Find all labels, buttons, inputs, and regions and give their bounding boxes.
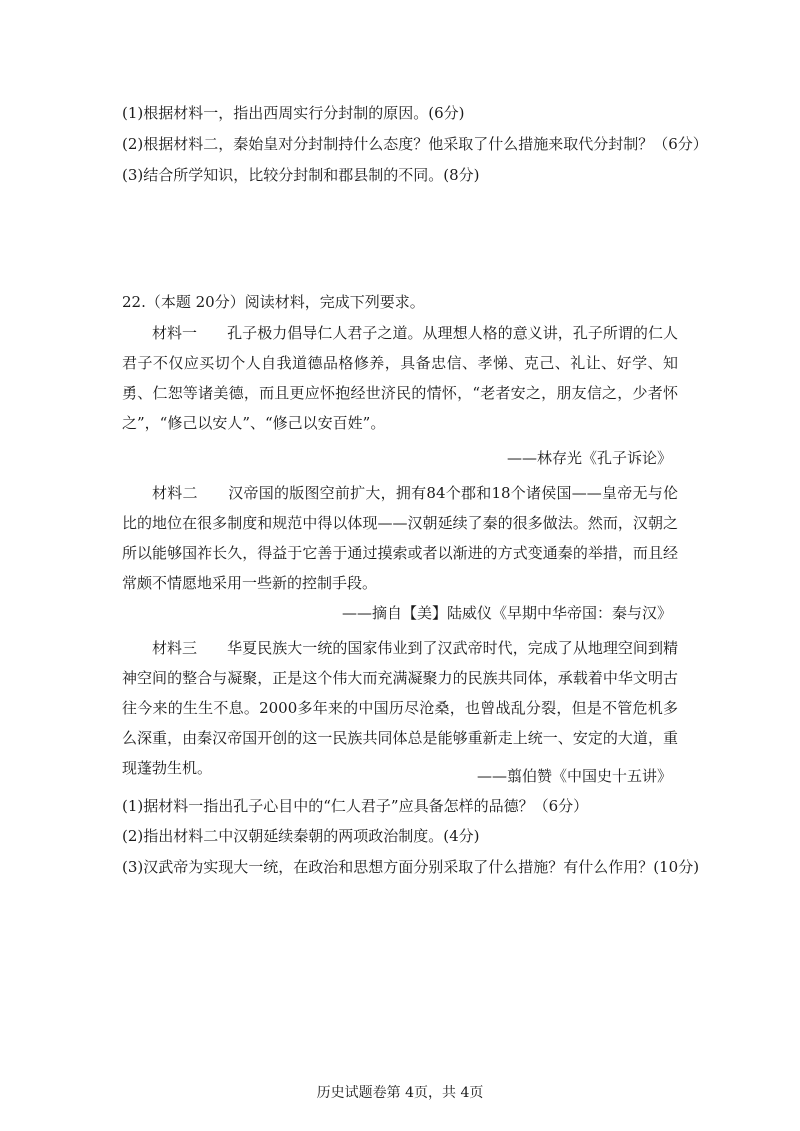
q22-sub3: (3)汉武帝为实现大一统，在政治和思想方面分别采取了什么措施？有什么作用？(10分)	[122, 858, 700, 876]
material-2-source: ——摘自【美】陆威仪《早期中华帝国：秦与汉》	[341, 604, 672, 622]
q22-sub1: (1)据材料一指出孔子心目中的“仁人君子”应具备怎样的品德？（6分）	[122, 797, 589, 815]
material-1: 材料一 孔子极力倡导仁人君子之道。从理想人格的意义讲，孔子所谓的仁人君子不仅应买切个人自我道德品格修养，具备忠信、孝悌、克己、礼让、好学、知勇、仁恕等诸美德，而且更应怀抱经世济民的情怀，“老者安之，朋友信之，少者怀之”，“修己以安人”、“修己以安百姓”。	[122, 324, 678, 432]
material-3: 材料三 华夏民族大一统的国家伟业到了汉武帝时代，完成了从地理空间到精神空间的整合与凝聚，正是这个伟大而充满凝聚力的民族共同体，承载着中华文明古往今来的生生不息。2000多年来的中国历尽沧桑，也曾战乱分裂，但是不管危机多么深重，由秦汉帝国开创的这一民族共同体总是能够重新走上统一、安定的大道，重现蓬勃生机。	[122, 639, 678, 777]
material-2: 材料二 汉帝国的版图空前扩大，拥有84个郡和18个诸侯国——皇帝无与伦比的地位在很多制度和规范中得以体现——汉朝延续了秦的很多做法。然而，汉朝之所以能够国祚长久，得益于它善于通过摸索或者以渐进的方式变通秦的举措，而且经常颇不情愿地采用一些新的控制手段。	[122, 484, 678, 592]
material-3-source: ——翦伯赞《中国史十五讲》	[476, 767, 672, 785]
q21-sub1: (1)根据材料一，指出西周实行分封制的原因。(6分)	[122, 104, 465, 122]
material-1-source: ——林存光《孔子诉论》	[506, 449, 672, 467]
q22-sub2: (2)指出材料二中汉朝延续秦朝的两项政治制度。(4分)	[122, 827, 480, 845]
q21-sub3: (3)结合所学知识，比较分封制和郡县制的不同。(8分)	[122, 166, 480, 184]
q21-sub2: (2)根据材料二，秦始皇对分封制持什么态度？他采取了什么措施来取代分封制？（6分）	[122, 135, 708, 153]
page-footer: 历史试题卷第 4页，共 4页	[316, 1085, 484, 1101]
q22-header: 22.（本题 20分）阅读材料，完成下列要求。	[122, 293, 425, 311]
